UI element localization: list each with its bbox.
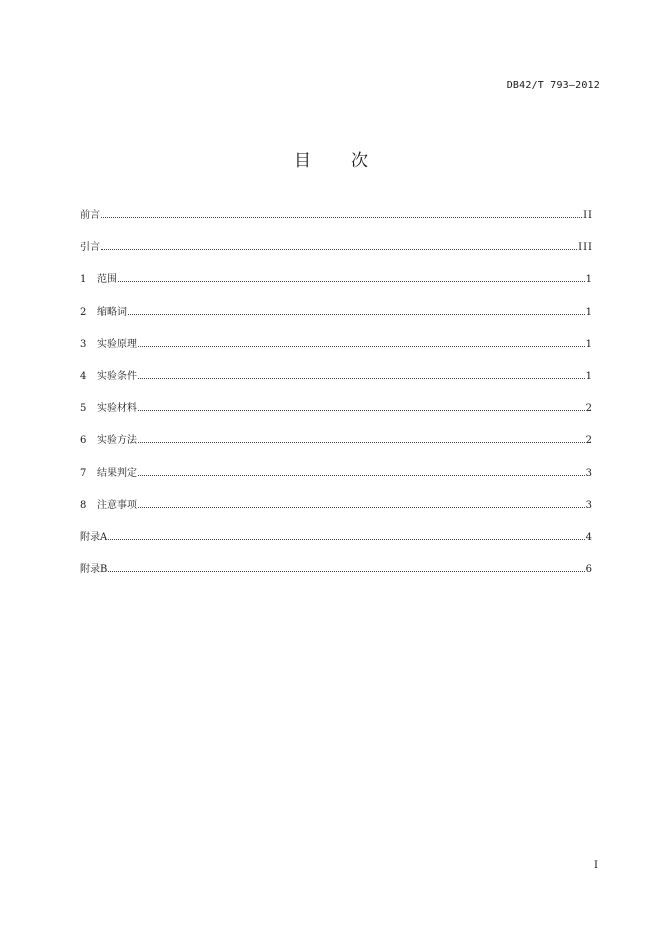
toc-entry-page: 4 [585,531,593,543]
toc-entry-page: 3 [585,467,593,479]
toc-entry-page: III [578,242,593,254]
toc-entry-appendix-b[interactable] [80,560,593,592]
toc-entry-foreword[interactable] [80,206,593,238]
toc-entry-appendix-a[interactable] [80,528,593,560]
toc-entry-label: 实验方法 [97,435,137,447]
toc-leader-dots [138,377,585,379]
toc-entry-label: 实验条件 [97,370,137,382]
toc-entry-page: II [583,210,593,221]
toc-leader-dots [101,216,582,218]
toc-entry-label: 结果判定 [97,467,137,479]
toc-entry-number: 7 [80,467,87,479]
toc-leader-dots [128,313,585,315]
toc-entry-introduction[interactable] [80,238,593,270]
toc-entry-scope[interactable] [80,270,593,302]
toc-entry-notes[interactable] [80,496,593,528]
toc-entry-page: 1 [585,274,593,286]
toc-leader-dots [138,345,585,347]
toc-leader-dots [118,280,585,282]
toc-leader-dots [138,474,585,476]
toc-entry-principle[interactable] [80,335,593,367]
toc-entry-page: 2 [585,403,593,415]
toc-entry-page: 3 [585,499,593,511]
toc-entry-methods[interactable] [80,431,593,463]
toc-entry-label: 前言 [80,210,100,221]
toc-entry-results[interactable] [80,464,593,496]
toc-entry-page: 1 [585,370,593,382]
toc-entry-label: 附录B [80,564,108,576]
toc-title-part2: 次 [351,151,368,171]
toc-entry-page: 2 [585,435,593,447]
toc-entry-number: 1 [80,274,87,286]
toc-entry-number: 8 [80,499,87,511]
toc-entry-label: 注意事项 [97,499,137,511]
toc-entry-materials[interactable] [80,399,593,431]
toc-title-part1: 目 [294,151,311,171]
toc-entry-conditions[interactable] [80,367,593,399]
toc-entry-number: 3 [80,338,87,350]
page-number: I [594,860,598,871]
toc-entry-label: 缩略词 [97,306,127,318]
toc-entry-label: 引言 [80,242,100,254]
toc-entry-label: 实验材料 [97,403,137,415]
toc-entry-page: 1 [585,338,593,350]
toc-leader-dots [138,441,585,443]
document-code: DB42/T 793—2012 [506,80,600,91]
toc-entry-page: 1 [585,306,593,318]
toc-entry-number: 2 [80,306,87,318]
toc-title [0,146,662,171]
toc-leader-dots [138,506,585,508]
toc-entry-label: 范围 [97,274,117,286]
toc-list [80,206,593,592]
toc-entry-page: 6 [585,564,593,576]
toc-leader-dots [108,538,584,540]
toc-entry-number: 4 [80,370,87,382]
toc-entry-abbreviations[interactable] [80,303,593,335]
toc-leader-dots [108,570,584,572]
toc-entry-label: 实验原理 [97,338,137,350]
toc-entry-number: 5 [80,403,87,415]
toc-leader-dots [101,248,577,250]
toc-leader-dots [138,409,585,411]
toc-entry-number: 6 [80,435,87,447]
toc-entry-label: 附录A [80,531,108,543]
